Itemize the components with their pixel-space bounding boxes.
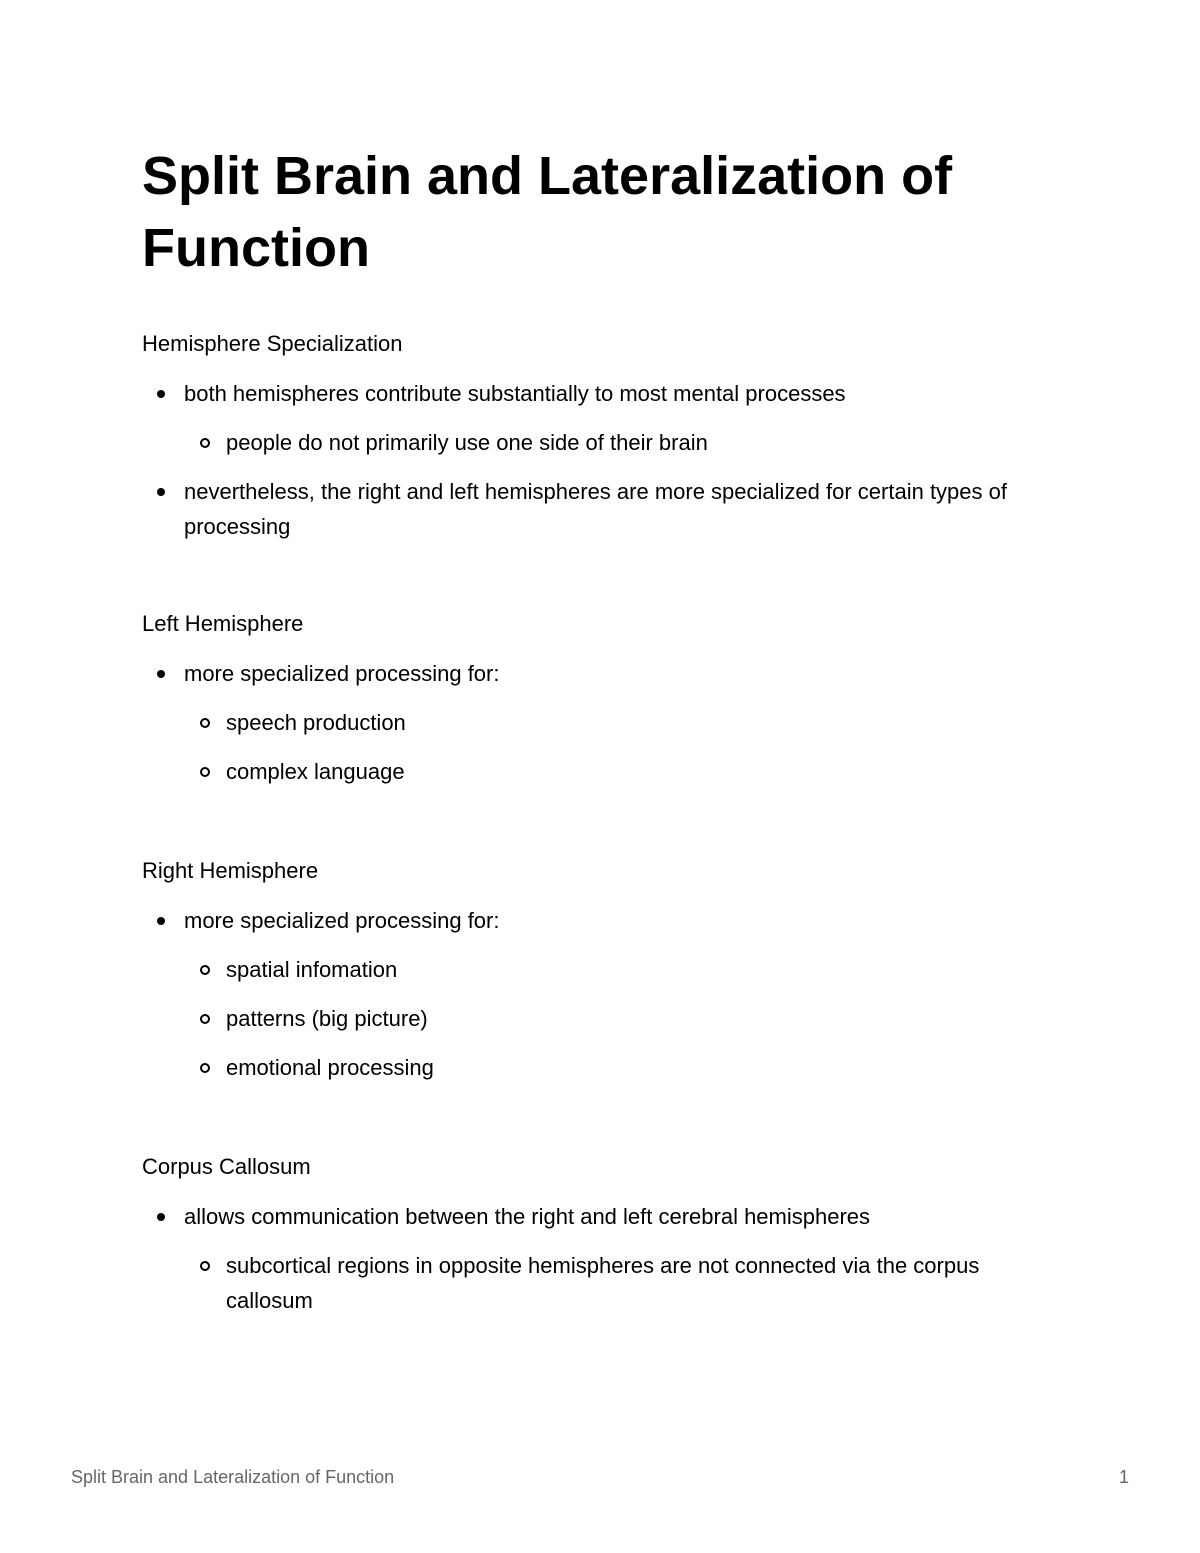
- list-item-text: more specialized processing for:: [184, 908, 500, 933]
- section-corpus-callosum: [142, 1149, 1062, 1318]
- list-item: [142, 474, 1062, 544]
- bullet-hollow-icon: [200, 1063, 210, 1073]
- bullet-filled-icon: [157, 670, 165, 678]
- list-item-text: more specialized processing for:: [184, 661, 500, 686]
- bullet-filled-icon: [157, 917, 165, 925]
- page-number: 1: [1118, 1467, 1129, 1487]
- list-item-text: spatial infomation: [226, 957, 398, 982]
- section-hemisphere-specialization: [142, 326, 1062, 544]
- list-item-text: nevertheless, the right and left hemispheres are more specialized for certain types of processing: [184, 479, 1007, 539]
- document-title: Split Brain and Lateralization of Function: [142, 146, 953, 278]
- list-item: [142, 705, 1062, 740]
- section-heading: Hemisphere Specialization: [142, 331, 403, 356]
- list-item: [142, 1050, 1062, 1085]
- list-item-text: both hemispheres contribute substantially to most mental processes: [184, 381, 846, 406]
- list-item-text: emotional processing: [226, 1055, 434, 1080]
- section-heading: Left Hemisphere: [142, 611, 304, 636]
- list-item: [142, 656, 1062, 691]
- section-right-hemisphere: [142, 853, 1062, 1085]
- bullet-hollow-icon: [200, 1261, 210, 1271]
- list-item: [142, 754, 1062, 789]
- list-item: [142, 1001, 1062, 1036]
- list-item-text: allows communication between the right and left cerebral hemispheres: [184, 1204, 871, 1229]
- list-item: [142, 952, 1062, 987]
- list-item: [142, 376, 1062, 411]
- section-heading: Corpus Callosum: [142, 1154, 311, 1179]
- list-item-text: subcortical regions in opposite hemispheres are not connected via the corpus callosum: [226, 1253, 980, 1313]
- bullet-hollow-icon: [200, 1014, 210, 1024]
- bullet-filled-icon: [157, 1213, 165, 1221]
- section-left-hemisphere: [142, 606, 1062, 789]
- list-item-text: people do not primarily use one side of their brain: [226, 430, 708, 455]
- bullet-hollow-icon: [200, 767, 210, 777]
- list-item: [142, 1248, 1062, 1318]
- list-item: [142, 425, 1062, 460]
- list-item: [142, 1199, 1062, 1234]
- footer-title: Split Brain and Lateralization of Function: [71, 1467, 395, 1487]
- bullet-hollow-icon: [200, 438, 210, 448]
- list-item-text: patterns (big picture): [226, 1006, 428, 1031]
- list-item-text: complex language: [226, 759, 405, 784]
- bullet-hollow-icon: [200, 718, 210, 728]
- list-item: [142, 903, 1062, 938]
- bullet-hollow-icon: [200, 965, 210, 975]
- bullet-filled-icon: [157, 488, 165, 496]
- bullet-filled-icon: [157, 390, 165, 398]
- section-heading: Right Hemisphere: [142, 858, 319, 883]
- list-item-text: speech production: [226, 710, 406, 735]
